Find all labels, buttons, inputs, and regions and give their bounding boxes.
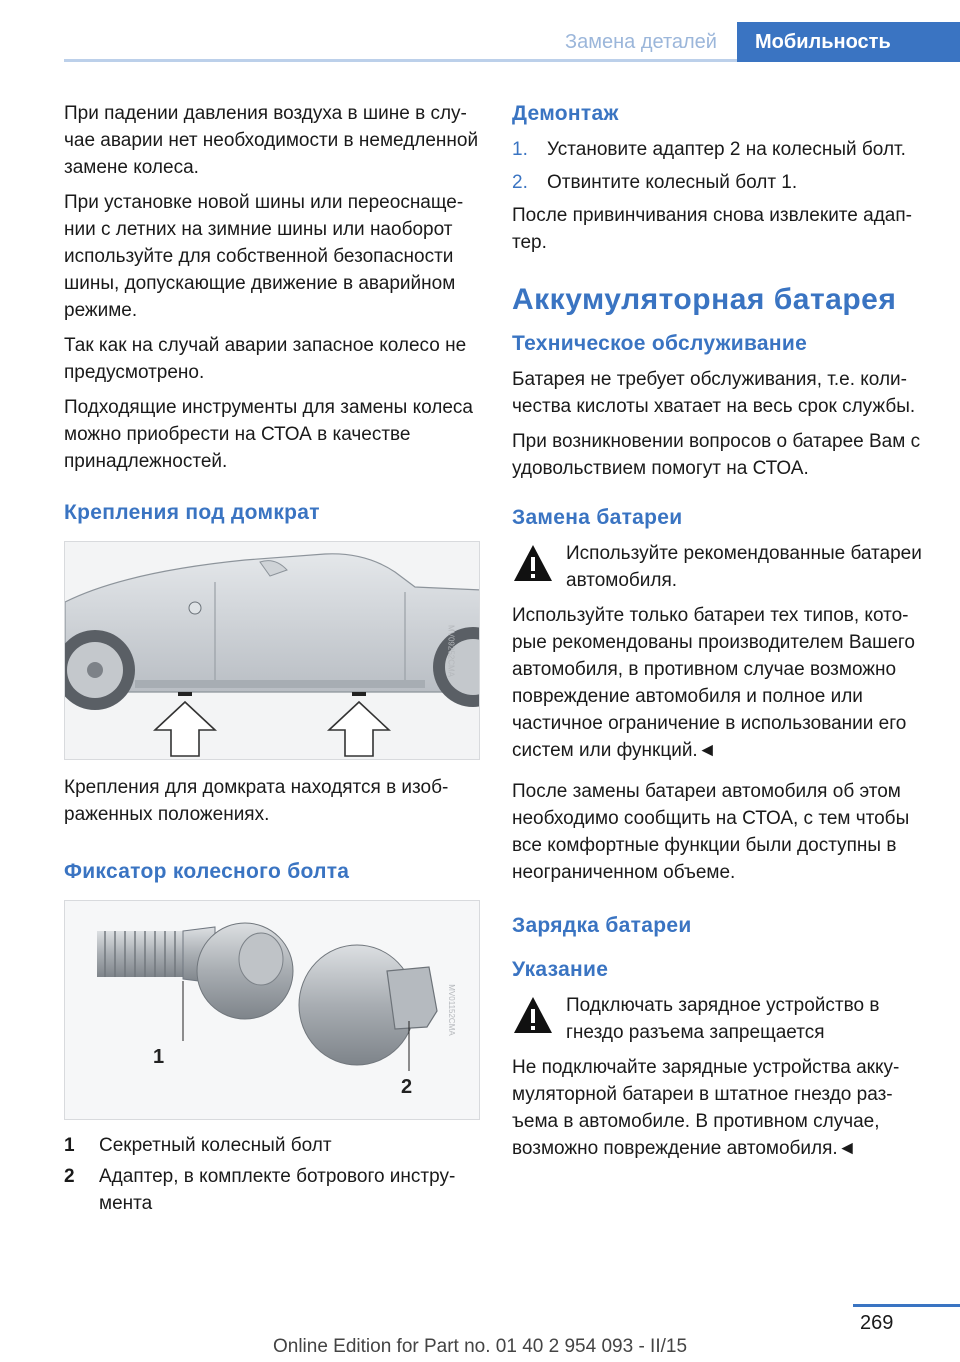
maintenance-heading: Техническое обслуживание (512, 332, 808, 355)
jack-caption: Крепления для домкрата находятся в изображенных положениях. (64, 777, 449, 825)
callout-1: 1 (153, 1046, 165, 1068)
warning-icon (512, 994, 554, 1036)
removal-steps (512, 136, 926, 196)
legend-number: 2 (64, 1166, 75, 1187)
legend-text: Секретный колесный болт (99, 1135, 332, 1156)
replace-heading: Замена батареи (512, 506, 683, 529)
figure-legend (64, 1132, 484, 1217)
figure-code: MV01152CMA (446, 984, 456, 1036)
wheel-bolt-figure (64, 900, 480, 1120)
removal-heading: Демонтаж (512, 102, 619, 125)
figure-code: MV09252CMA (446, 624, 456, 677)
warning-text: Используйте рекомендованные батареи автомобиля. (566, 543, 922, 591)
warning-text: Подключать зарядное устройство в гнездо разъема запрещается (566, 995, 880, 1043)
right-column (512, 100, 926, 1170)
page-number-rule (853, 1304, 960, 1307)
paragraph: После привинчивания снова извлеките адаптер. (512, 205, 912, 253)
left-column (64, 100, 484, 1221)
paragraph: Батарея не требует обслуживания, т.е. количества кислоты хватает на весь срок службы. (512, 369, 916, 417)
bolt-adapter-illustration (65, 901, 480, 1120)
note-heading: Указание (512, 958, 609, 981)
tab-section[interactable]: Мобильность (737, 22, 960, 62)
tab-chapter[interactable]: Замена деталей (565, 30, 717, 53)
paragraph: Так как на случай аварии запасное колесо не предусмотрено. (64, 335, 467, 383)
paragraph: Используйте только батареи тех типов, которые рекомендованы производителем Вашего автомобиля, в противном случае возможно повреждение автомобиля и полное или частичное ограничение в использовании его систем или функций.◄ (512, 605, 915, 761)
legend-item (64, 1132, 484, 1159)
legend-text: Адаптер, в комплекте ботрового инструмента (99, 1166, 456, 1214)
list-item (512, 169, 926, 196)
callout-2: 2 (401, 1076, 413, 1098)
car-side-illustration (65, 542, 480, 760)
list-item (512, 136, 926, 163)
legend-number: 1 (64, 1135, 75, 1156)
paragraph: При возникновении вопросов о батарее Вам с удовольствием помогут на СТОА. (512, 431, 921, 479)
step-text: Установите адаптер 2 на колесный болт. (547, 139, 906, 160)
step-number: 2. (512, 172, 528, 193)
paragraph: При установке новой шины или переоснащении с летних на зимние шины или наоборот используйте для собственной безопасности шины, допускающие движение в аварийном режиме. (64, 192, 464, 321)
paragraph: Подходящие инструменты для замены колеса можно приобрести на СТОА в качестве принадлежностей. (64, 397, 473, 472)
battery-heading: Аккумуляторная батарея (512, 283, 897, 316)
step-text: Отвинтите колесный болт 1. (547, 172, 798, 193)
charge-heading: Зарядка батареи (512, 914, 692, 937)
bolt-thread (97, 931, 187, 977)
edition-footer: Online Edition for Part no. 01 40 2 954 093 - II/15 (272, 1336, 688, 1357)
paragraph: Не подключайте зарядные устройства аккумуляторной батареи в штатное гнездо разъема в автомобиле. В противном случае, возможно повреждение автомобиля.◄ (512, 1057, 900, 1159)
warning-block (512, 992, 926, 1046)
jack-heading: Крепления под домкрат (64, 501, 320, 524)
legend-item (64, 1163, 484, 1217)
page-number: 269 (860, 1312, 894, 1334)
paragraph: При падении давления воздуха в шине в случае аварии нет необходимости в немедленной замене колеса. (64, 103, 479, 178)
warning-block (512, 540, 926, 594)
step-number: 1. (512, 139, 528, 160)
paragraph: После замены батареи автомобиля об этом необходимо сообщить на СТОА, с тем чтобы все комфортные функции были доступны в неограниченном объеме. (512, 781, 910, 883)
warning-icon (512, 542, 554, 584)
bolt-heading: Фиксатор колесного болта (64, 860, 350, 883)
jack-points-figure (64, 541, 480, 760)
